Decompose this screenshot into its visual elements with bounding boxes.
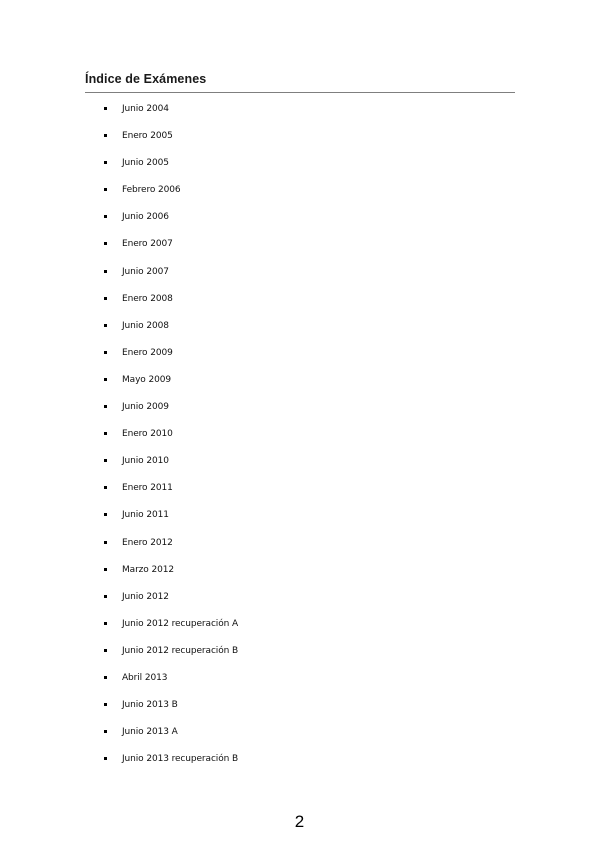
square-bullet-icon [104, 270, 107, 273]
square-bullet-icon [104, 513, 107, 516]
exam-label[interactable]: Junio 2007 [122, 266, 169, 277]
square-bullet-icon [104, 649, 107, 652]
exam-label[interactable]: Junio 2012 [122, 591, 169, 602]
square-bullet-icon [104, 405, 107, 408]
square-bullet-icon [104, 459, 107, 462]
exam-label[interactable]: Enero 2010 [122, 429, 173, 440]
square-bullet-icon [104, 622, 107, 625]
title-divider [85, 92, 515, 93]
exam-label[interactable]: Marzo 2012 [122, 564, 174, 575]
square-bullet-icon [104, 378, 107, 381]
square-bullet-icon [104, 242, 107, 245]
square-bullet-icon [104, 107, 107, 110]
exam-label[interactable]: Enero 2005 [122, 131, 173, 142]
square-bullet-icon [104, 188, 107, 191]
page-number: 2 [294, 812, 305, 831]
square-bullet-icon [104, 568, 107, 571]
exam-label[interactable]: Junio 2013 recuperación B [122, 754, 239, 765]
square-bullet-icon [104, 161, 107, 164]
square-bullet-icon [104, 134, 107, 137]
square-bullet-icon [104, 595, 107, 598]
square-bullet-icon [104, 324, 107, 327]
exam-label[interactable]: Junio 2012 recuperación B [122, 645, 239, 656]
square-bullet-icon [104, 541, 107, 544]
exam-label[interactable]: Junio 2011 [122, 510, 169, 521]
square-bullet-icon [104, 703, 107, 706]
exam-label[interactable]: Enero 2009 [122, 347, 173, 358]
exam-label[interactable]: Enero 2011 [122, 483, 173, 494]
exam-label[interactable]: Junio 2013 B [122, 700, 178, 711]
exam-label[interactable]: Enero 2007 [122, 239, 173, 250]
exam-label[interactable]: Enero 2008 [122, 293, 173, 304]
exam-label[interactable]: Febrero 2006 [122, 185, 181, 196]
exam-label[interactable]: Abril 2013 [122, 672, 168, 683]
exam-label[interactable]: Junio 2008 [122, 320, 169, 331]
square-bullet-icon [104, 730, 107, 733]
square-bullet-icon [104, 757, 107, 760]
exam-label[interactable]: Junio 2005 [122, 158, 169, 169]
exam-label[interactable]: Enero 2012 [122, 537, 173, 548]
square-bullet-icon [104, 486, 107, 489]
exam-label[interactable]: Mayo 2009 [122, 374, 171, 385]
square-bullet-icon [104, 351, 107, 354]
square-bullet-icon [104, 297, 107, 300]
square-bullet-icon [104, 676, 107, 679]
exam-label[interactable]: Junio 2004 [122, 104, 169, 114]
exam-label[interactable]: Junio 2006 [122, 212, 169, 223]
exam-label[interactable]: Junio 2013 A [122, 727, 178, 738]
exam-label[interactable]: Junio 2012 recuperación A [122, 618, 239, 629]
page-title: Índice de Exámenes [85, 72, 207, 86]
square-bullet-icon [104, 432, 107, 435]
exam-label[interactable]: Junio 2010 [122, 456, 169, 467]
exam-label[interactable]: Junio 2009 [122, 402, 169, 413]
square-bullet-icon [104, 215, 107, 218]
